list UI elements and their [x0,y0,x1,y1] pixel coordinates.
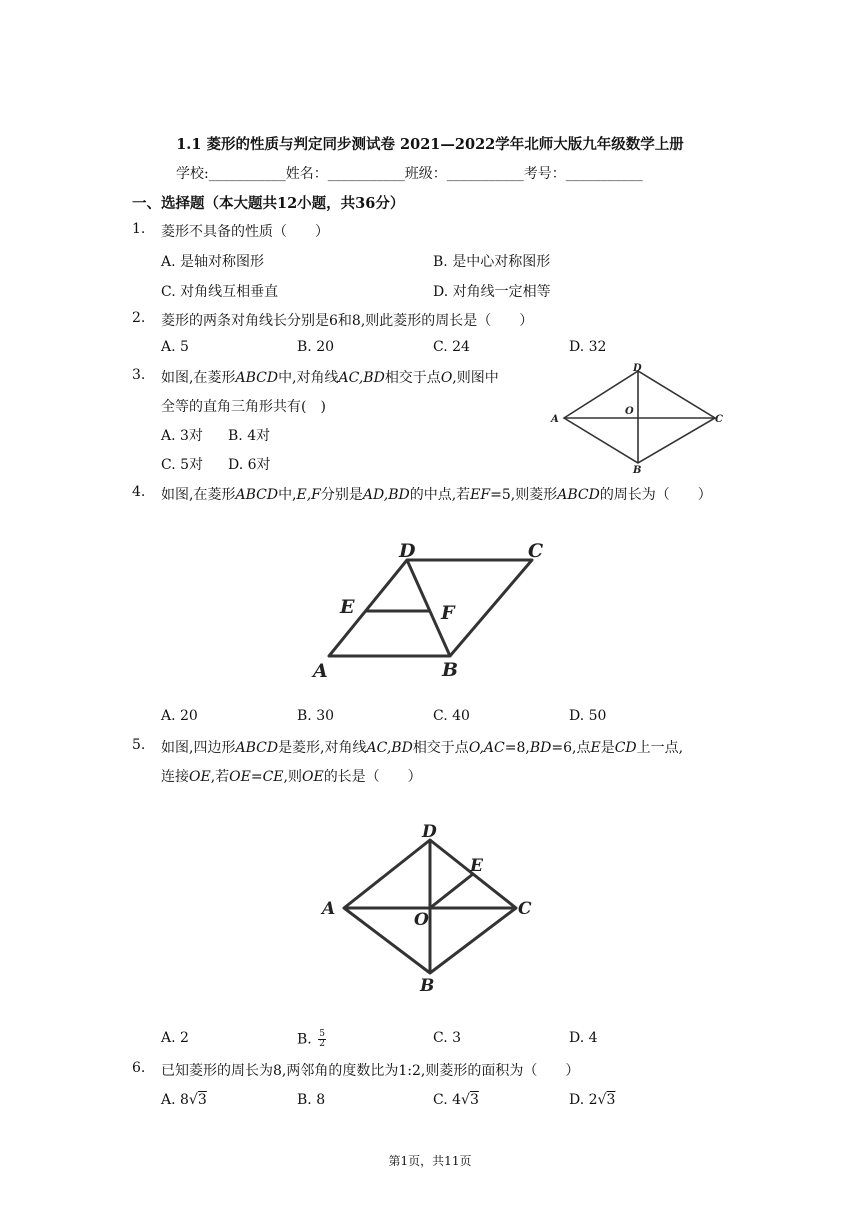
question-text-line2: 连接OE,若OE=CE,则OE的长是（ ） [161,769,422,785]
label-b: B [420,976,435,996]
question-number: 4. [132,484,146,500]
option-d: D. 50 [569,708,607,724]
label-d: D [633,363,642,374]
document-title: 1.1 菱形的性质与判定同步测试卷 2021—2022学年北师大版九年级数学上册 [176,136,684,153]
question-number: 1. [132,221,146,237]
label-c: C [715,414,723,425]
question-text-line2: 全等的直角三角形共有( ) [161,399,326,415]
label-b: B [442,659,459,681]
label-c: C [518,899,532,919]
label-f: F [441,602,455,624]
label-a: A [313,660,328,682]
option-b: B. 是中心对称图形 [433,254,551,270]
option-d: D. 6对 [228,457,271,473]
label-o: O [414,910,429,930]
label-c: C [528,540,544,562]
option-a: A. 是轴对称图形 [161,254,265,270]
page-footer: 第1页，共11页 [388,1154,472,1168]
question-text: 如图,在菱形ABCD中,E,F分别是AD,BD的中点,若EF=5,则菱形ABCD的周长为（ ） [161,487,712,503]
option-a: A. 5 [161,339,189,355]
question-text: 菱形不具备的性质（ ） [161,224,329,240]
option-c: C. 24 [433,339,470,355]
option-c: C. 40 [433,708,470,724]
option-c: C. 5对 [161,457,204,473]
option-c: C. 对角线互相垂直 [161,284,279,300]
option-d: D. 2√3 [569,1092,616,1108]
question-number: 5. [132,737,146,753]
option-d: D. 32 [569,339,607,355]
option-b: B. 30 [297,708,335,724]
option-d: D. 对角线一定相等 [433,284,551,300]
label-o: O [625,406,634,417]
label-a: A [322,899,336,919]
option-a: A. 3对 [161,428,203,444]
question-number: 2. [132,310,146,326]
option-a: A. 2 [161,1030,189,1046]
rhombus-figure-q5 [318,815,548,1000]
option-b: B. $\frac{5}{2}$ [297,1029,325,1049]
question-number: 6. [132,1060,146,1076]
label-b: B [633,465,642,474]
label-d: D [422,822,437,842]
label-e: E [470,856,483,876]
label-a: A [551,414,559,425]
question-text: 已知菱形的周长为8,两邻角的度数比为1:2,则菱形的面积为（ ） [161,1063,580,1079]
question-text: 如图,在菱形ABCD中,对角线AC,BD相交于点O,则图中 [161,370,499,386]
option-b: B. 20 [297,339,335,355]
label-e: E [340,596,355,618]
option-c: C. 4√3 [433,1092,479,1108]
section-heading: 一、选择题（本大题共12小题，共36分） [132,195,405,212]
option-a: A. 20 [161,708,198,724]
option-b: B. 4对 [228,428,271,444]
option-d: D. 4 [569,1030,598,1046]
option-c: C. 3 [433,1030,462,1046]
question-text: 如图,四边形ABCD是菱形,对角线AC,BD相交于点O,AC=8,BD=6,点E是CD上一点, [161,740,684,756]
option-a: A. 8√3 [161,1092,207,1108]
question-text: 菱形的两条对角线长分别是6和8,则此菱形的周长是（ ） [161,313,534,329]
label-d: D [399,540,416,562]
student-info-line: 学校:___________姓名：___________班级：___________考号：___________ [176,166,643,182]
parallelogram-figure-q4 [310,535,560,685]
rhombus-figure-q3 [545,362,730,474]
option-b: B. 8 [297,1092,326,1108]
question-number: 3. [132,367,146,383]
